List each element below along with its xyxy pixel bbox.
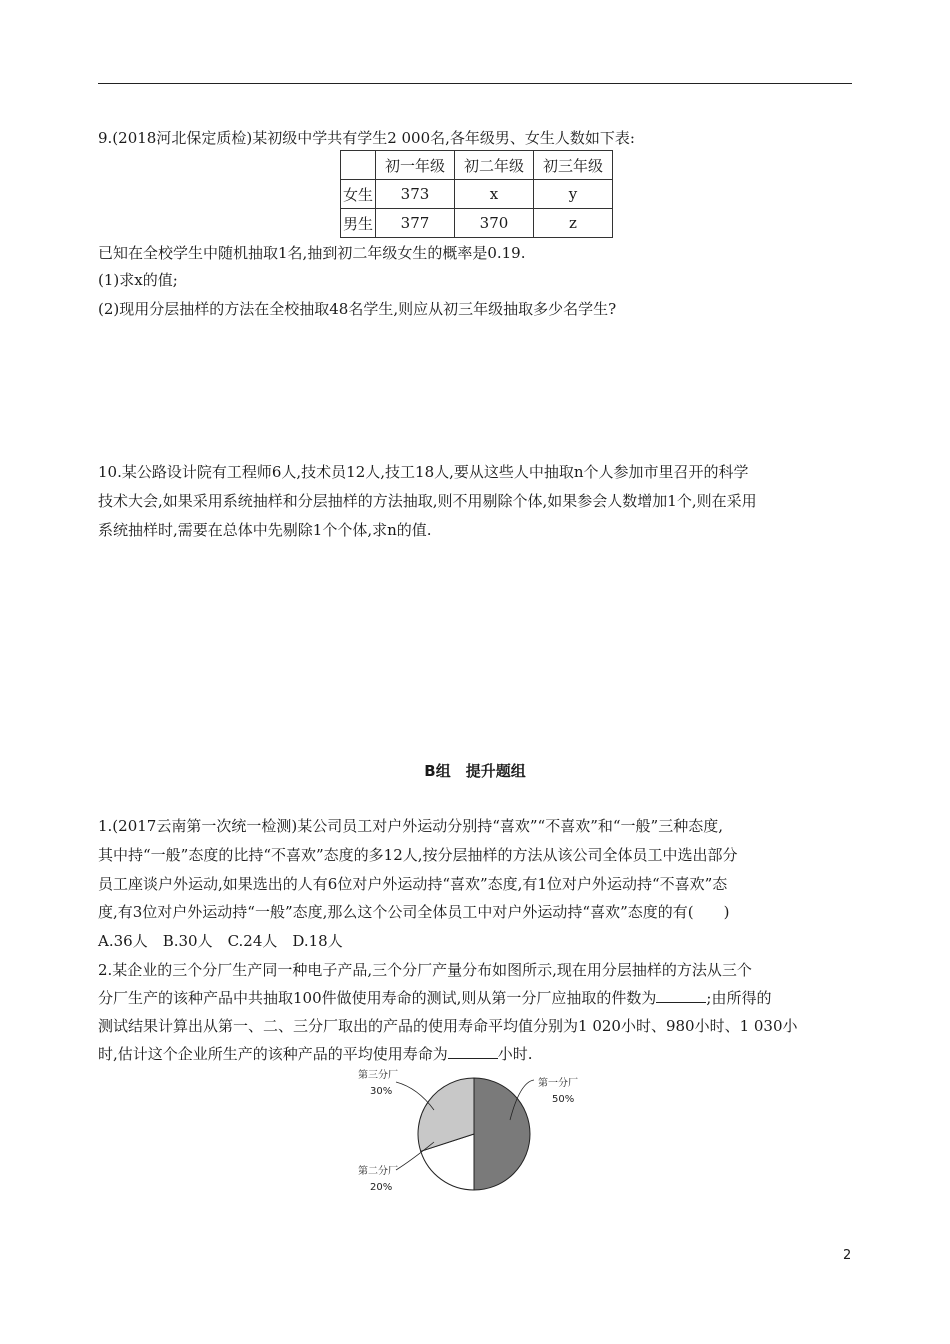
- table-corner-cell: [341, 151, 376, 180]
- answer-blank[interactable]: [448, 1044, 498, 1059]
- b1-line-4: 度,有3位对户外运动持“一般”态度,那么这个公司全体员工中对户外运动持“喜欢”态度的有( ): [98, 903, 730, 921]
- b2-line-2-text: 分厂生产的该种产品中共抽取100件做使用寿命的测试,则从第一分厂应抽取的件数为: [98, 989, 657, 1007]
- table-row: [341, 180, 613, 209]
- table-row-label: 男生: [341, 209, 376, 238]
- table-cell: 370: [455, 209, 534, 238]
- table-header-cell: 初一年级: [376, 151, 455, 180]
- table-cell: x: [455, 180, 534, 209]
- table-cell: 373: [376, 180, 455, 209]
- table-row-label: 女生: [341, 180, 376, 209]
- b1-options: A.36人 B.30人 C.24人 D.18人: [98, 932, 343, 950]
- b2-line-4-text: 时,估计这个企业所生产的该种产品的平均使用寿命为: [98, 1045, 448, 1063]
- table-cell: z: [534, 209, 613, 238]
- q9-sub-question-1: (1)求x的值;: [98, 271, 178, 289]
- header-rule: [98, 83, 852, 84]
- table-header-cell: 初二年级: [455, 151, 534, 180]
- answer-blank[interactable]: [656, 988, 706, 1003]
- table-cell: 377: [376, 209, 455, 238]
- slice-3-percent: 30%: [370, 1086, 393, 1097]
- b2-line-3: 测试结果计算出从第一、二、三分厂取出的产品的使用寿命平均值分别为1 020小时、980小时、1 030小: [98, 1017, 798, 1035]
- q9-sub-question-2: (2)现用分层抽样的方法在全校抽取48名学生,则应从初三年级抽取多少名学生?: [98, 300, 617, 318]
- table-row: [341, 209, 613, 238]
- b1-line-1: 1.(2017云南第一次统一检测)某公司员工对户外运动分别持“喜欢”“不喜欢”和“一般”三种态度,: [98, 817, 723, 835]
- grade-table: [340, 150, 613, 238]
- q9-text: 已知在全校学生中随机抽取1名,抽到初二年级女生的概率是0.19.: [98, 244, 526, 262]
- q10-line-1: 10.某公路设计院有工程师6人,技术员12人,技工18人,要从这些人中抽取n个人参加市里召开的科学: [98, 463, 749, 481]
- b2-line-4-tail: 小时.: [497, 1045, 533, 1063]
- pie-slices: [418, 1078, 530, 1190]
- q10-line-2: 技术大会,如果采用系统抽样和分层抽样的方法抽取,则不用剔除个体,如果参会人数增加1个,则在采用: [98, 492, 757, 510]
- page-number: 2: [843, 1248, 852, 1263]
- slice-2-percent: 20%: [370, 1182, 393, 1193]
- slice-1-name: 第一分厂: [538, 1078, 578, 1089]
- slice-3-name: 第三分厂: [358, 1070, 398, 1081]
- factory-output-pie-chart: [340, 1060, 600, 1200]
- slice-2-name: 第二分厂: [358, 1166, 398, 1177]
- b1-line-3: 员工座谈户外运动,如果选出的人有6位对户外运动持“喜欢”态度,有1位对户外运动持“不喜欢”态: [98, 875, 728, 893]
- slice-1-percent: 50%: [552, 1094, 575, 1105]
- q10-line-3: 系统抽样时,需要在总体中先剔除1个个体,求n的值.: [98, 521, 432, 539]
- section-title: B组 提升题组: [424, 762, 526, 780]
- table-header-row: [341, 151, 613, 180]
- q9-intro: 9.(2018河北保定质检)某初级中学共有学生2 000名,各年级男、女生人数如下表:: [98, 129, 635, 147]
- b2-line-1: 2.某企业的三个分厂生产同一种电子产品,三个分厂产量分布如图所示,现在用分层抽样的方法从三个: [98, 961, 752, 979]
- b2-line-2-tail: ;由所得的: [706, 989, 772, 1007]
- pie-slice-1: [474, 1078, 530, 1190]
- table-cell: y: [534, 180, 613, 209]
- b1-line-2: 其中持“一般”态度的比持“不喜欢”态度的多12人,按分层抽样的方法从该公司全体员工中选出部分: [98, 846, 738, 864]
- table-header-cell: 初三年级: [534, 151, 613, 180]
- b2-line-2: [98, 988, 771, 1008]
